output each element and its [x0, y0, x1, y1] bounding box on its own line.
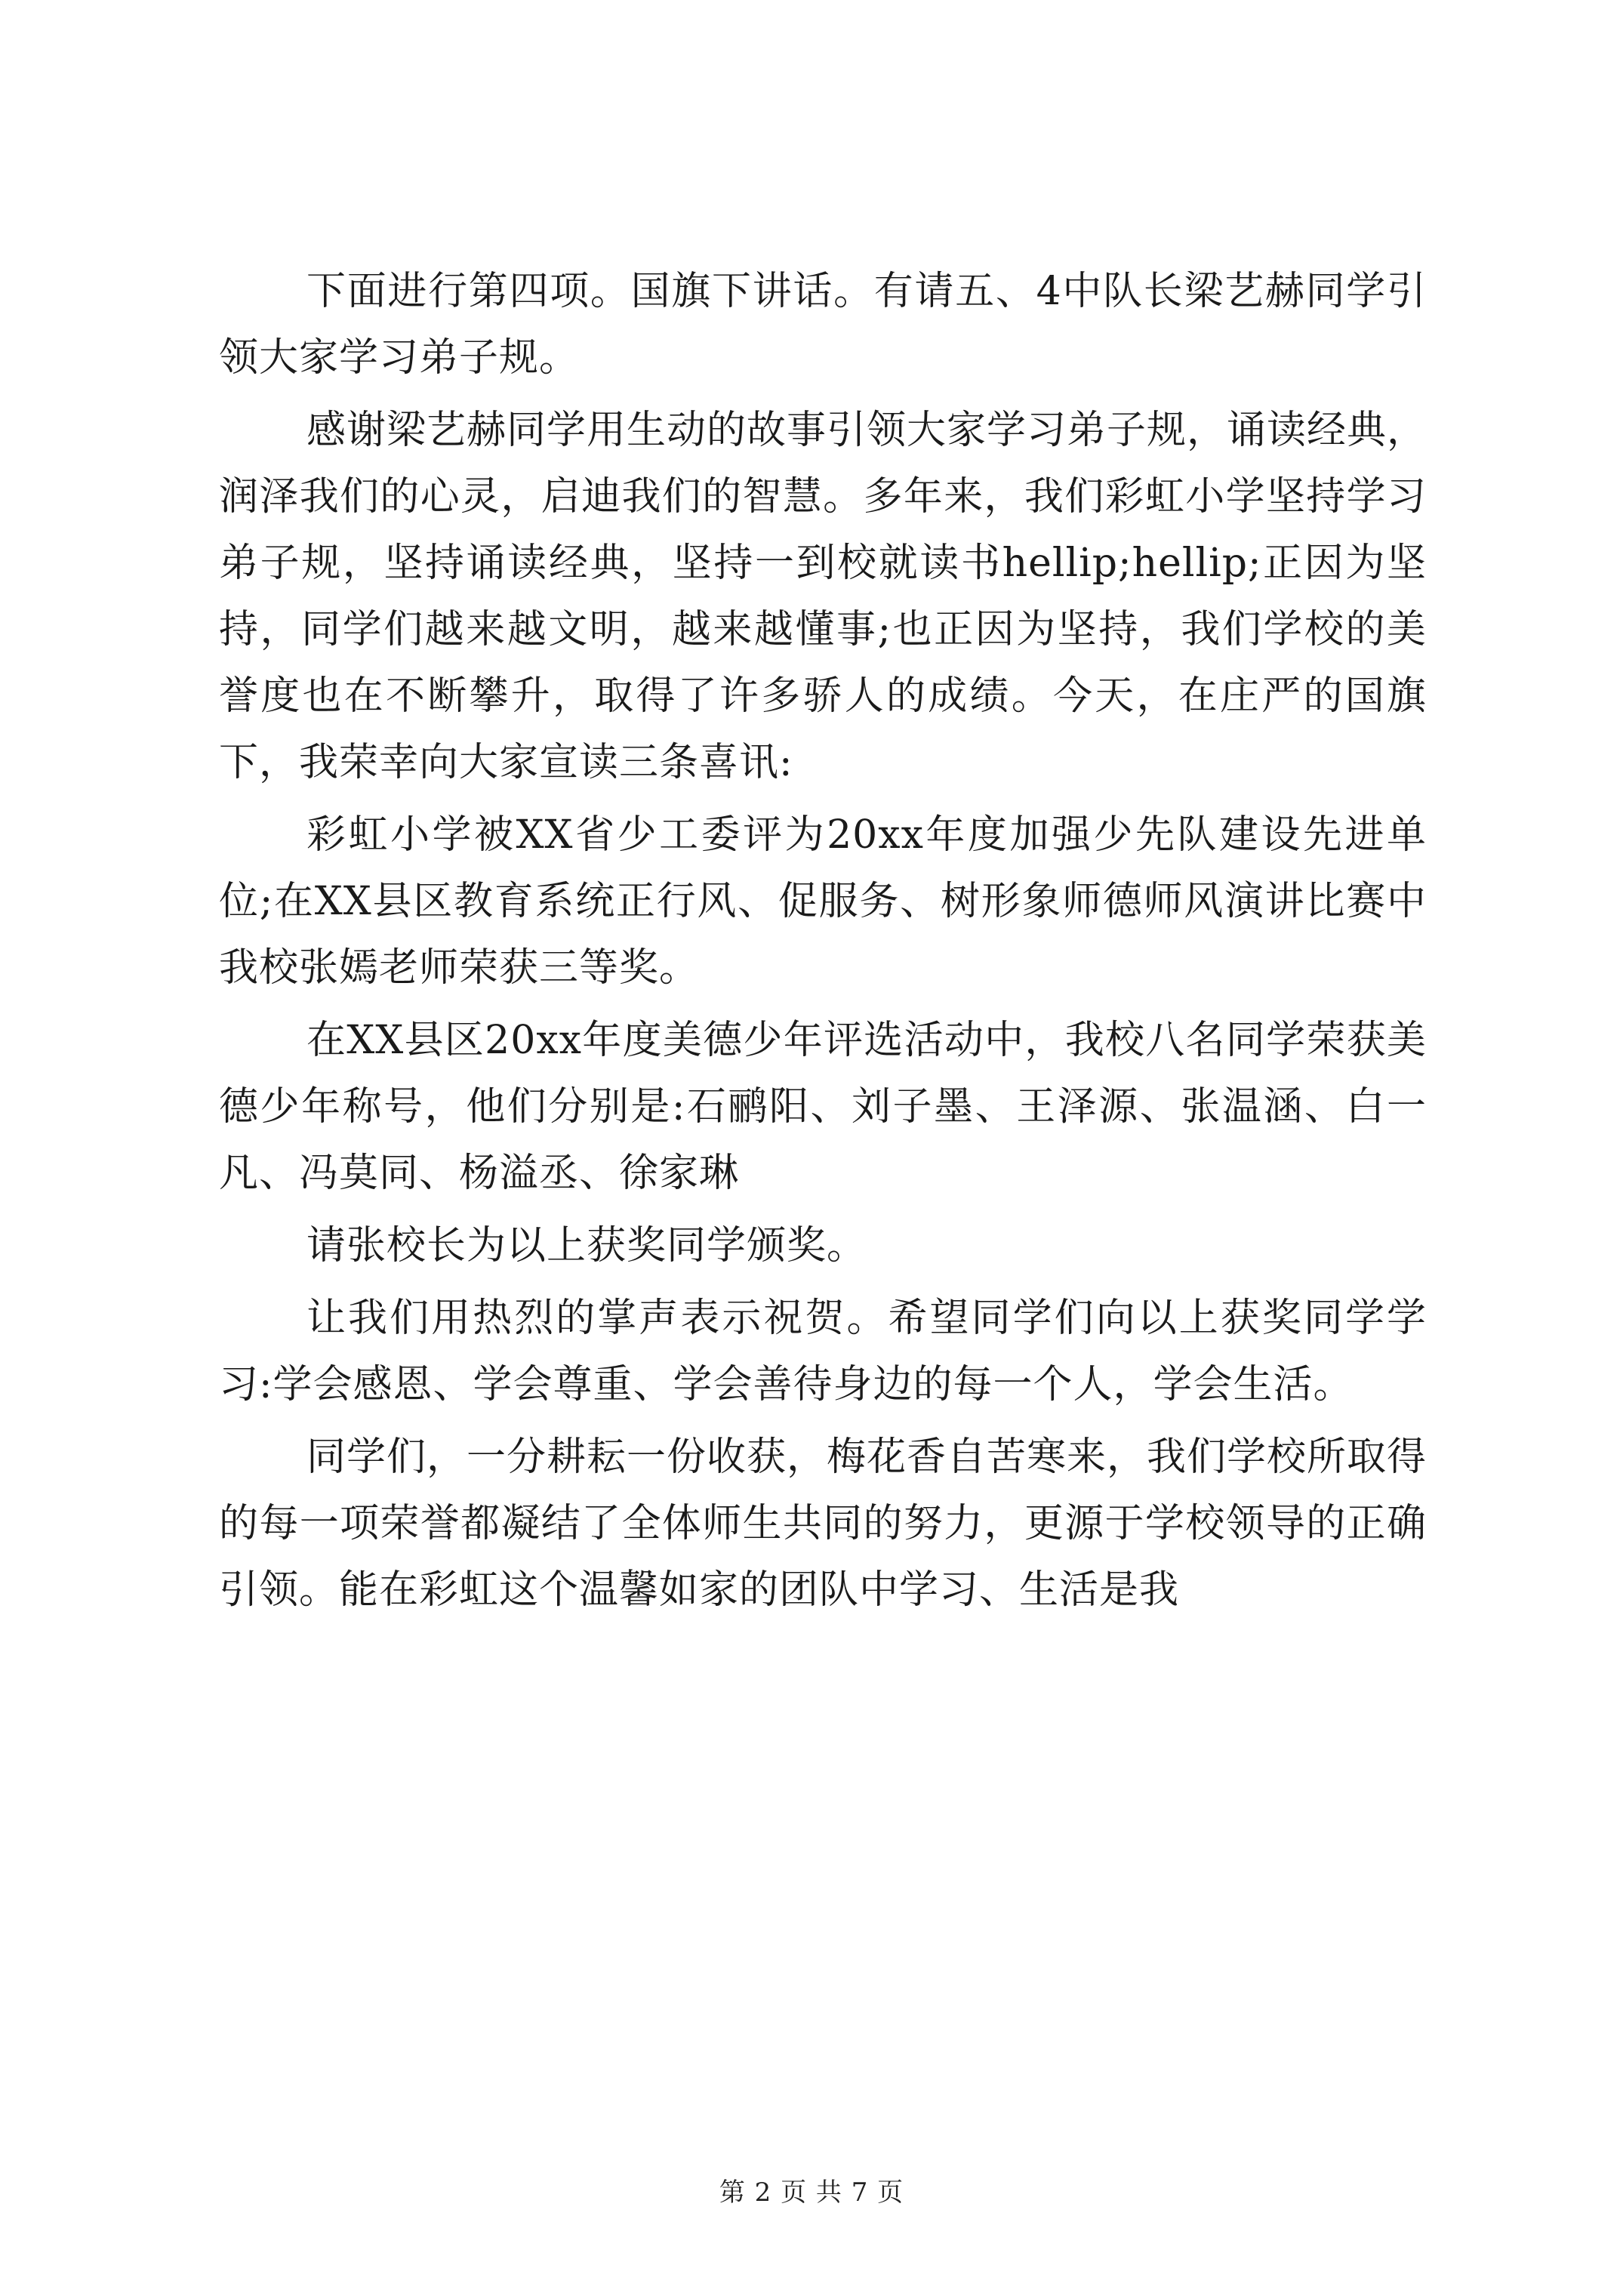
paragraph-4: 在XX县区20xx年度美德少年评选活动中，我校八名同学荣获美德少年称号，他们分别是:石鹂阳、刘子墨、王泽源、张温涵、白一凡、冯莫同、杨溢丞、徐家琳 — [219, 1018, 1427, 1196]
paragraph-7: 同学们，一分耕耘一份收获，梅花香自苦寒来，我们学校所取得的每一项荣誉都凝结了全体师生共同的努力，更源于学校领导的正确引领。能在彩虹这个温馨如家的团队中学习、生活是我 — [219, 1435, 1427, 1613]
paragraph-1: 下面进行第四项。国旗下讲话。有请五、4中队长梁艺赫同学引领大家学习弟子规。 — [219, 269, 1427, 381]
document-body — [219, 258, 1427, 1629]
page-number-footer: 第 2 页 共 7 页 — [719, 2177, 904, 2208]
paragraph-6: 让我们用热烈的掌声表示祝贺。希望同学们向以上获奖同学学习:学会感恩、学会尊重、学会善待身边的每一个人，学会生活。 — [219, 1296, 1427, 1407]
paragraph-3: 彩虹小学被XX省少工委评为20xx年度加强少先队建设先进单位;在XX县区教育系统正行风、促服务、树形象师德师风演讲比赛中我校张嫣老师荣获三等奖。 — [219, 812, 1427, 991]
paragraph-2: 感谢梁艺赫同学用生动的故事引领大家学习弟子规，诵读经典，润泽我们的心灵，启迪我们的智慧。多年来，我们彩虹小学坚持学习弟子规，坚持诵读经典，坚持一到校就读书hellip;hellip;正因为坚持，同学们越来越文明，越来越懂事;也正因为坚持，我们学校的美誉度也在不断攀升，取得了许多骄人的成绩。今天，在庄严的国旗下，我荣幸向大家宣读三条喜讯: — [219, 408, 1427, 785]
paragraph-5: 请张校长为以上获奖同学颁奖。 — [306, 1223, 867, 1268]
